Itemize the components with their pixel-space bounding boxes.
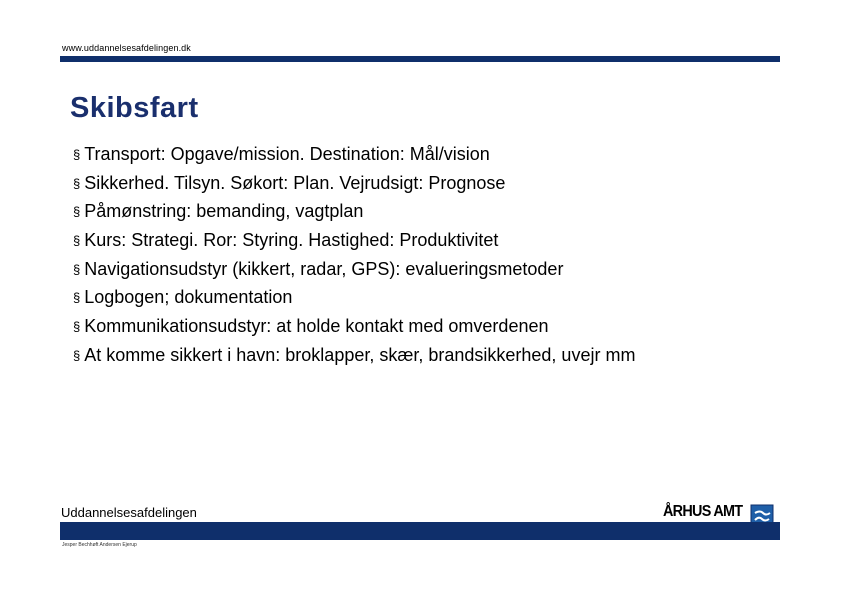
bullet-mark: § (73, 347, 81, 363)
bullet-item (73, 344, 635, 373)
bullet-item (73, 315, 635, 344)
bullet-mark: § (73, 319, 81, 335)
logo-wordmark: ÅRHUS AMT (663, 503, 743, 520)
bullet-text: At komme sikkert i havn: broklapper, skær, brandsikkerhed, uvejr mm (84, 344, 636, 365)
bullet-text: Navigationsudstyr (kikkert, radar, GPS): evalueringsmetoder (84, 258, 564, 279)
bullet-item (73, 286, 635, 315)
bullet-item (73, 258, 635, 287)
slide-title: Skibsfart (70, 92, 199, 124)
bullet-item (73, 172, 635, 201)
bullet-mark: § (73, 175, 81, 191)
bullet-text: Logbogen; dokumentation (84, 287, 293, 308)
department-label: Uddannelsesafdelingen (61, 505, 197, 520)
bullet-item (73, 229, 635, 258)
bullet-mark: § (73, 233, 81, 249)
bullet-list (73, 143, 635, 373)
bullet-text: Påmønstring: bemanding, vagtplan (84, 201, 364, 222)
bullet-item (73, 143, 635, 172)
bullet-text: Kommunikationsudstyr: at holde kontakt med omverdenen (84, 316, 549, 337)
footer-rule (60, 522, 780, 540)
bullet-mark: § (73, 290, 81, 306)
bullet-text: Sikkerhed. Tilsyn. Søkort: Plan. Vejrudsigt: Prognose (84, 172, 506, 193)
bullet-mark: § (73, 261, 81, 277)
author-credit: Jesper Bechhøft Andersen Ejerup (62, 542, 137, 548)
website-url: www.uddannelsesafdelingen.dk (62, 43, 191, 53)
bullet-text: Transport: Opgave/mission. Destination: Mål/vision (84, 144, 490, 164)
header-rule (60, 56, 780, 62)
bullet-mark: § (73, 147, 81, 162)
bullet-mark: § (73, 204, 81, 220)
bullet-text: Kurs: Strategi. Ror: Styring. Hastighed: Produktivitet (84, 230, 499, 251)
bullet-item (73, 200, 635, 229)
